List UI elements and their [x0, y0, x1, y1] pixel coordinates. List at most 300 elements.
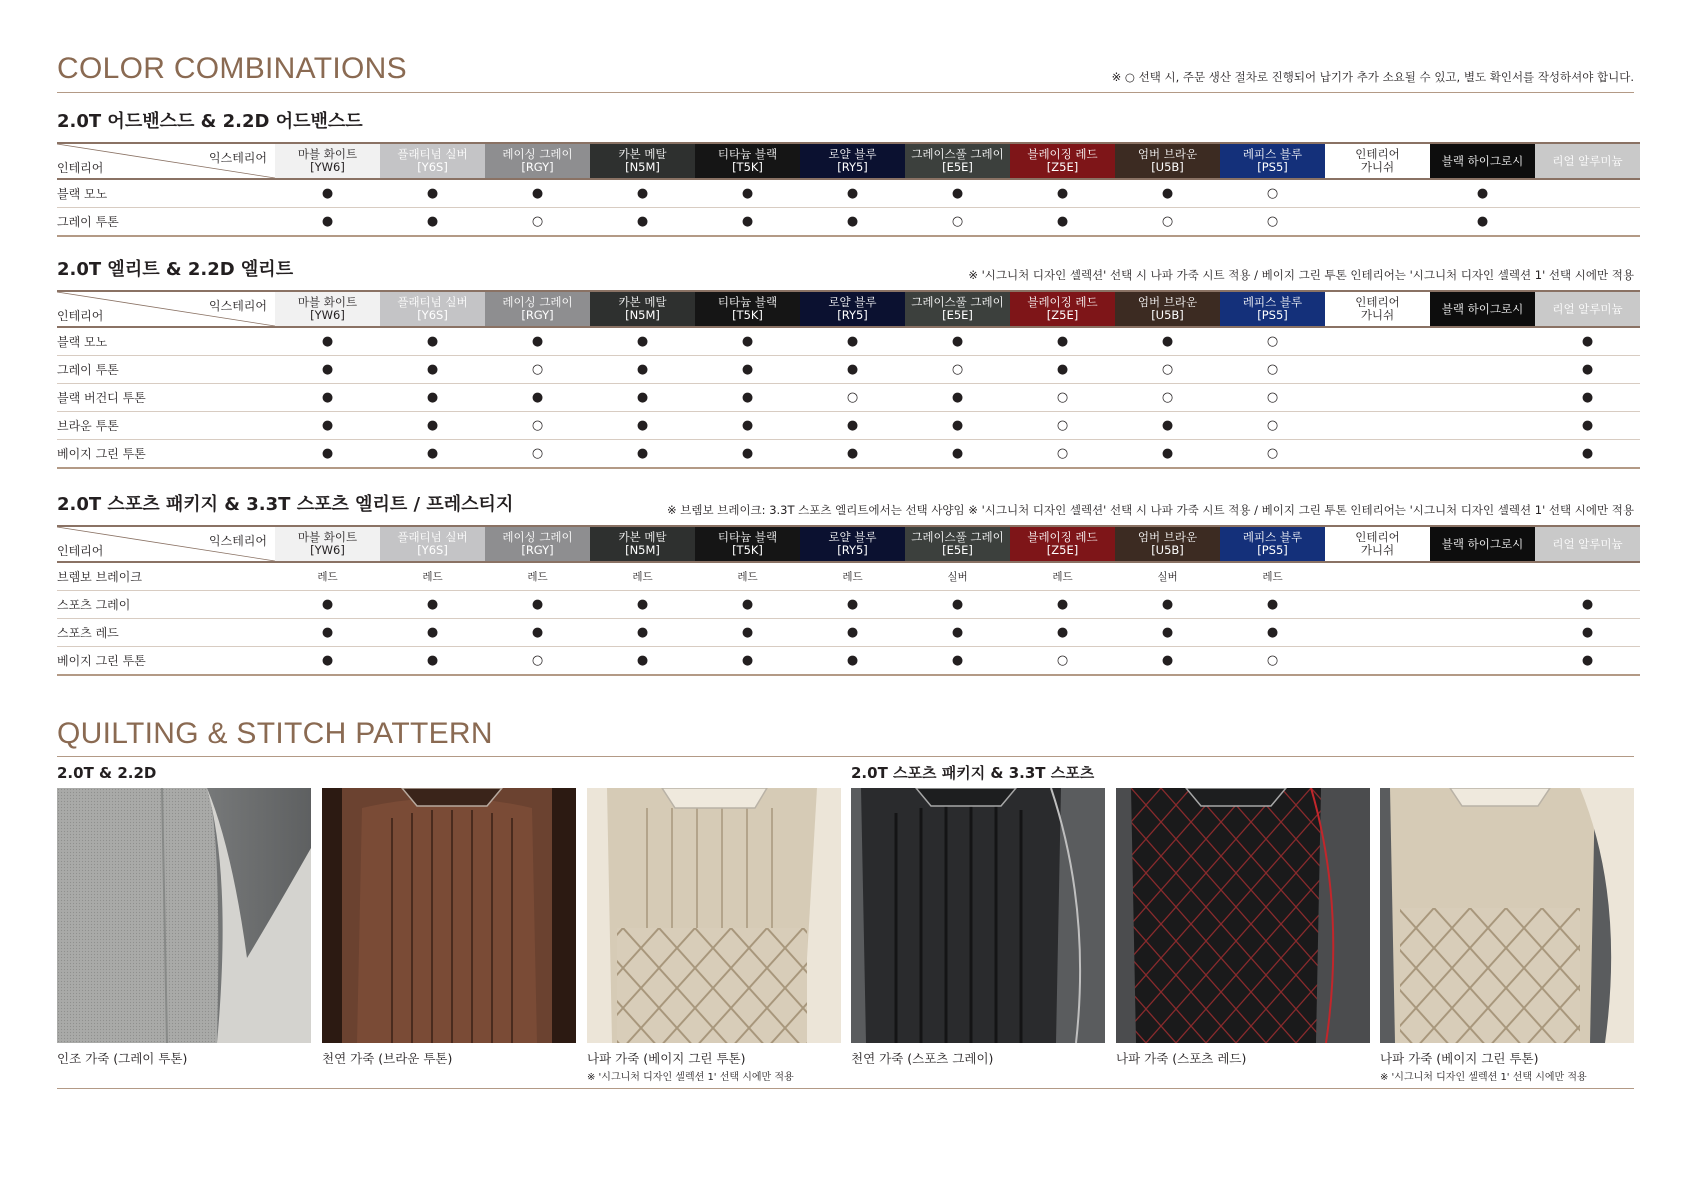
- color-code: [E5E]: [942, 308, 973, 322]
- table-row: [57, 208, 1640, 237]
- availability-cell: ●: [485, 327, 590, 356]
- availability-cell: [1325, 647, 1430, 676]
- availability-cell: ●: [695, 384, 800, 412]
- availability-cell: ○: [1010, 647, 1115, 676]
- availability-cell: 레드: [485, 562, 590, 591]
- color-code: [Y6S]: [417, 543, 448, 557]
- availability-cell: ○: [1220, 208, 1325, 237]
- availability-cell: [1535, 562, 1640, 591]
- availability-cell: ●: [800, 647, 905, 676]
- color-code: [Y6S]: [417, 308, 448, 322]
- availability-cell: ●: [695, 412, 800, 440]
- color-code: [Y6S]: [417, 160, 448, 174]
- color-code: [RY5]: [837, 543, 868, 557]
- table-row: [57, 356, 1640, 384]
- availability-cell: ○: [1220, 384, 1325, 412]
- table-row: [57, 412, 1640, 440]
- color-table-elite: [57, 290, 1640, 469]
- divider: [57, 1088, 1634, 1089]
- table-row: [57, 179, 1640, 208]
- availability-cell: 레드: [380, 562, 485, 591]
- availability-cell: ●: [380, 619, 485, 647]
- availability-cell: ●: [1535, 647, 1640, 676]
- divider: [57, 756, 1634, 757]
- color-swatch: [1325, 291, 1430, 327]
- availability-cell: ●: [485, 619, 590, 647]
- group-title-sport: 2.0T 스포츠 패키지 & 3.3T 스포츠: [851, 764, 1095, 782]
- availability-cell: [1325, 179, 1430, 208]
- availability-cell: ●: [695, 179, 800, 208]
- table-row: [57, 384, 1640, 412]
- color-code: [Z5E]: [1046, 543, 1079, 557]
- availability-cell: ●: [905, 591, 1010, 619]
- seat-caption: 인조 가죽 (그레이 투톤): [57, 1051, 188, 1066]
- availability-cell: ●: [1115, 619, 1220, 647]
- color-swatch: [905, 526, 1010, 562]
- availability-cell: ○: [485, 440, 590, 469]
- color-name: 로얄 블루: [828, 147, 877, 161]
- color-swatch: [1010, 143, 1115, 179]
- availability-cell: ●: [275, 179, 380, 208]
- group-title-standard: 2.0T & 2.2D: [57, 764, 157, 782]
- availability-cell: ●: [590, 356, 695, 384]
- interior-label: 브라운 투톤: [57, 412, 275, 440]
- color-name: 그레이스풀 그레이: [911, 530, 1004, 544]
- interior-label: 블랙 버건디 투톤: [57, 384, 275, 412]
- color-name: 엄버 브라운: [1137, 295, 1198, 309]
- availability-cell: ●: [590, 619, 695, 647]
- availability-cell: ●: [1010, 208, 1115, 237]
- interior-label: 인테리어: [57, 161, 104, 175]
- color-code: [RY5]: [837, 160, 868, 174]
- availability-cell: ●: [1115, 179, 1220, 208]
- availability-cell: [1535, 179, 1640, 208]
- table-row: [57, 591, 1640, 619]
- color-name: 블레이징 레드: [1027, 295, 1098, 309]
- availability-cell: [1325, 384, 1430, 412]
- availability-cell: ●: [275, 440, 380, 469]
- color-name: 로얄 블루: [828, 530, 877, 544]
- color-code: [U5B]: [1151, 543, 1184, 557]
- availability-cell: ●: [275, 412, 380, 440]
- color-code: 가니쉬: [1360, 543, 1395, 557]
- color-name: 레이싱 그레이: [502, 147, 573, 161]
- availability-cell: ●: [905, 384, 1010, 412]
- exterior-label: 익스테리어: [209, 151, 267, 165]
- color-name: 카본 메탈: [618, 147, 667, 161]
- interior-label: 인테리어: [57, 544, 104, 558]
- availability-cell: ●: [905, 647, 1010, 676]
- availability-cell: ●: [275, 208, 380, 237]
- availability-cell: ●: [1535, 384, 1640, 412]
- color-swatch: [380, 143, 485, 179]
- availability-cell: ●: [800, 440, 905, 469]
- color-name: 마블 화이트: [297, 295, 358, 309]
- color-name: 카본 메탈: [618, 295, 667, 309]
- color-name: 리얼 알루미늄: [1552, 536, 1623, 551]
- availability-cell: ○: [1115, 384, 1220, 412]
- color-code: [Z5E]: [1046, 160, 1079, 174]
- exterior-label: 익스테리어: [209, 299, 267, 313]
- color-code: [Z5E]: [1046, 308, 1079, 322]
- color-code: [YW6]: [310, 543, 345, 557]
- availability-cell: ○: [485, 356, 590, 384]
- availability-cell: ○: [1010, 440, 1115, 469]
- availability-cell: [1430, 591, 1535, 619]
- availability-cell: ●: [380, 591, 485, 619]
- interior-label: 그레이 투톤: [57, 356, 275, 384]
- availability-cell: ●: [275, 591, 380, 619]
- color-name: 레피스 블루: [1242, 147, 1303, 161]
- color-swatch: [695, 526, 800, 562]
- interior-label: 베이지 그린 투톤: [57, 440, 275, 469]
- availability-cell: ●: [800, 619, 905, 647]
- availability-cell: ●: [590, 647, 695, 676]
- availability-cell: ○: [1115, 356, 1220, 384]
- color-swatch: [1220, 526, 1325, 562]
- availability-cell: ●: [695, 356, 800, 384]
- color-code: [YW6]: [310, 160, 345, 174]
- availability-cell: ●: [380, 647, 485, 676]
- color-code: [RGY]: [521, 308, 554, 322]
- seat-image-nappa-beige: [587, 788, 841, 1043]
- availability-cell: ●: [590, 591, 695, 619]
- color-name: 티타늄 블랙: [717, 530, 778, 544]
- color-code: [RGY]: [521, 160, 554, 174]
- availability-cell: ●: [1010, 356, 1115, 384]
- availability-cell: ●: [905, 619, 1010, 647]
- availability-cell: ●: [1010, 327, 1115, 356]
- interior-label: 인테리어: [57, 309, 104, 323]
- color-code: [N5M]: [625, 543, 660, 557]
- availability-cell: [1325, 208, 1430, 237]
- availability-cell: ○: [1220, 412, 1325, 440]
- color-swatch: [275, 526, 380, 562]
- color-name: 로얄 블루: [828, 295, 877, 309]
- availability-cell: [1430, 412, 1535, 440]
- seat-caption-note: ※ '시그니처 디자인 셀렉션 1' 선택 시에만 적용: [587, 1072, 794, 1083]
- color-swatch: [1115, 143, 1220, 179]
- color-code: [RY5]: [837, 308, 868, 322]
- color-swatch: [905, 291, 1010, 327]
- color-name: 리얼 알루미늄: [1552, 153, 1623, 168]
- availability-cell: ●: [1535, 591, 1640, 619]
- availability-cell: ●: [905, 327, 1010, 356]
- availability-cell: ●: [1535, 619, 1640, 647]
- availability-cell: ●: [1010, 619, 1115, 647]
- availability-cell: ●: [380, 327, 485, 356]
- availability-cell: ●: [590, 179, 695, 208]
- availability-cell: ●: [275, 356, 380, 384]
- availability-cell: ●: [590, 327, 695, 356]
- availability-cell: 레드: [695, 562, 800, 591]
- color-swatch: [800, 291, 905, 327]
- availability-cell: ○: [485, 412, 590, 440]
- color-swatch: [905, 143, 1010, 179]
- color-name: 플래티넘 실버: [397, 530, 468, 544]
- order-note: ※ ○ 선택 시, 주문 생산 절차로 진행되어 납기가 추가 소요될 수 있고, 별도 확인서를 작성하셔야 합니다.: [1111, 70, 1634, 84]
- availability-cell: ●: [695, 208, 800, 237]
- color-name: 마블 화이트: [297, 530, 358, 544]
- color-table-sport: [57, 525, 1640, 676]
- availability-cell: ●: [380, 440, 485, 469]
- color-code: [PS5]: [1257, 308, 1288, 322]
- color-swatch: [275, 143, 380, 179]
- color-name: 그레이스풀 그레이: [911, 295, 1004, 309]
- color-name: 블레이징 레드: [1027, 147, 1098, 161]
- availability-cell: ●: [1535, 412, 1640, 440]
- availability-cell: ●: [380, 179, 485, 208]
- color-swatch: [1325, 143, 1430, 179]
- color-code: [E5E]: [942, 543, 973, 557]
- availability-cell: ●: [590, 412, 695, 440]
- color-swatch: [380, 291, 485, 327]
- color-swatch: [800, 526, 905, 562]
- section-title-quilting: QUILTING & STITCH PATTERN: [57, 717, 493, 750]
- availability-cell: ●: [275, 619, 380, 647]
- availability-cell: ●: [275, 327, 380, 356]
- color-swatch: [1010, 526, 1115, 562]
- availability-cell: ●: [380, 412, 485, 440]
- color-swatch: [590, 143, 695, 179]
- availability-cell: ●: [1430, 179, 1535, 208]
- section-title-color-combinations: COLOR COMBINATIONS: [57, 52, 407, 85]
- color-name: 플래티넘 실버: [397, 147, 468, 161]
- header-corner: [57, 291, 275, 327]
- availability-cell: ○: [485, 208, 590, 237]
- table-title: 2.0T 엘리트 & 2.2D 엘리트: [57, 259, 294, 280]
- availability-cell: [1325, 591, 1430, 619]
- interior-label: 브렘보 브레이크: [57, 562, 275, 591]
- availability-cell: ●: [1010, 179, 1115, 208]
- color-name: 플래티넘 실버: [397, 295, 468, 309]
- color-swatch: [800, 143, 905, 179]
- color-name: 엄버 브라운: [1137, 147, 1198, 161]
- color-code: [U5B]: [1151, 308, 1184, 322]
- availability-cell: ○: [1220, 179, 1325, 208]
- color-swatch: [1430, 526, 1535, 562]
- interior-label: 블랙 모노: [57, 179, 275, 208]
- availability-cell: ○: [905, 208, 1010, 237]
- header-corner: [57, 143, 275, 179]
- color-swatch: [485, 526, 590, 562]
- availability-cell: [1325, 327, 1430, 356]
- color-code: [U5B]: [1151, 160, 1184, 174]
- availability-cell: 레드: [1010, 562, 1115, 591]
- availability-cell: ●: [485, 179, 590, 208]
- color-table-advanced: [57, 142, 1640, 237]
- interior-label: 그레이 투톤: [57, 208, 275, 237]
- availability-cell: ●: [1535, 440, 1640, 469]
- availability-cell: ○: [1220, 440, 1325, 469]
- color-code: 가니쉬: [1360, 160, 1395, 174]
- table-row: [57, 619, 1640, 647]
- color-name: 카본 메탈: [618, 530, 667, 544]
- color-swatch: [590, 291, 695, 327]
- table-row: [57, 440, 1640, 469]
- availability-cell: [1430, 440, 1535, 469]
- availability-cell: [1325, 619, 1430, 647]
- color-code: [N5M]: [625, 160, 660, 174]
- availability-cell: [1535, 208, 1640, 237]
- availability-cell: ●: [695, 327, 800, 356]
- availability-cell: ●: [800, 208, 905, 237]
- availability-cell: [1430, 384, 1535, 412]
- seat-caption: 나파 가죽 (베이지 그린 투톤): [587, 1051, 746, 1066]
- availability-cell: ●: [1010, 591, 1115, 619]
- seat-image-leather-brown: [322, 788, 576, 1043]
- availability-cell: ●: [1220, 619, 1325, 647]
- color-code: [T5K]: [732, 308, 763, 322]
- availability-cell: ●: [590, 384, 695, 412]
- table-note: ※ 브렘보 브레이크: 3.3T 스포츠 엘리트에서는 선택 사양임 ※ '시그니처 디자인 셀렉션' 선택 시 나파 가죽 시트 적용 / 베이지 그린 투톤 인테리어는 '시그니처 디자인 셀렉션 1' 선택 시에만 적용: [666, 503, 1634, 517]
- availability-cell: ●: [275, 384, 380, 412]
- color-name: 인테리어: [1355, 147, 1400, 161]
- availability-cell: ○: [905, 356, 1010, 384]
- seat-image-leather-sport-gray: [851, 788, 1105, 1043]
- availability-cell: ●: [1535, 327, 1640, 356]
- availability-cell: ○: [1220, 356, 1325, 384]
- table-title: 2.0T 어드밴스드 & 2.2D 어드밴스드: [57, 111, 363, 132]
- availability-cell: ○: [1220, 327, 1325, 356]
- availability-cell: ●: [380, 384, 485, 412]
- color-code: [N5M]: [625, 308, 660, 322]
- availability-cell: ●: [800, 179, 905, 208]
- color-code: [PS5]: [1257, 543, 1288, 557]
- color-code: [YW6]: [310, 308, 345, 322]
- color-name: 티타늄 블랙: [717, 295, 778, 309]
- availability-cell: ●: [905, 412, 1010, 440]
- table-row: [57, 327, 1640, 356]
- color-swatch: [1115, 291, 1220, 327]
- seat-image-nappa-sport-red: [1116, 788, 1370, 1043]
- seat-caption: 나파 가죽 (베이지 그린 투톤): [1380, 1051, 1539, 1066]
- color-swatch: [1430, 143, 1535, 179]
- color-name: 레이싱 그레이: [502, 530, 573, 544]
- color-code: [T5K]: [732, 160, 763, 174]
- color-swatch: [1325, 526, 1430, 562]
- color-name: 블레이징 레드: [1027, 530, 1098, 544]
- interior-label: 스포츠 레드: [57, 619, 275, 647]
- availability-cell: ●: [695, 647, 800, 676]
- availability-cell: ○: [1010, 412, 1115, 440]
- color-code: [T5K]: [732, 543, 763, 557]
- color-name: 블랙 하이그로시: [1441, 536, 1524, 551]
- seat-image-synthetic-gray: [57, 788, 311, 1043]
- color-name: 그레이스풀 그레이: [911, 147, 1004, 161]
- availability-cell: ●: [800, 327, 905, 356]
- color-swatch: [485, 143, 590, 179]
- color-swatch: [1115, 526, 1220, 562]
- color-name: 인테리어: [1355, 295, 1400, 309]
- availability-cell: ●: [695, 591, 800, 619]
- color-name: 티타늄 블랙: [717, 147, 778, 161]
- availability-cell: ●: [905, 440, 1010, 469]
- color-swatch: [275, 291, 380, 327]
- color-code: [RGY]: [521, 543, 554, 557]
- availability-cell: 실버: [905, 562, 1010, 591]
- availability-cell: [1325, 412, 1430, 440]
- availability-cell: ●: [1220, 591, 1325, 619]
- availability-cell: ●: [800, 412, 905, 440]
- color-name: 레이싱 그레이: [502, 295, 573, 309]
- seat-caption: 천연 가죽 (스포츠 그레이): [851, 1051, 994, 1066]
- availability-cell: ●: [1535, 356, 1640, 384]
- availability-cell: ●: [380, 208, 485, 237]
- availability-cell: ●: [485, 384, 590, 412]
- color-name: 블랙 하이그로시: [1441, 153, 1524, 168]
- availability-cell: [1430, 327, 1535, 356]
- color-swatch: [590, 526, 695, 562]
- availability-cell: 실버: [1115, 562, 1220, 591]
- availability-cell: [1430, 562, 1535, 591]
- table-note: ※ '시그니처 디자인 셀렉션' 선택 시 나파 가죽 시트 적용 / 베이지 그린 투톤 인테리어는 '시그니처 디자인 셀렉션 1' 선택 시에만 적용: [968, 268, 1634, 282]
- color-name: 마블 화이트: [297, 147, 358, 161]
- color-swatch: [1535, 143, 1640, 179]
- color-swatch: [695, 291, 800, 327]
- availability-cell: ●: [590, 208, 695, 237]
- availability-cell: ○: [485, 647, 590, 676]
- table-row: [57, 647, 1640, 676]
- availability-cell: ○: [1010, 384, 1115, 412]
- color-name: 인테리어: [1355, 530, 1400, 544]
- color-swatch: [1010, 291, 1115, 327]
- seat-caption-note: ※ '시그니처 디자인 셀렉션 1' 선택 시에만 적용: [1380, 1072, 1587, 1083]
- color-code: [PS5]: [1257, 160, 1288, 174]
- seat-image-nappa-beige-sport: [1380, 788, 1634, 1043]
- availability-cell: ○: [800, 384, 905, 412]
- availability-cell: ●: [1115, 327, 1220, 356]
- table-title: 2.0T 스포츠 패키지 & 3.3T 스포츠 엘리트 / 프레스티지: [57, 494, 514, 515]
- divider: [57, 92, 1634, 93]
- color-swatch: [380, 526, 485, 562]
- color-swatch: [1535, 291, 1640, 327]
- availability-cell: 레드: [800, 562, 905, 591]
- interior-label: 스포츠 그레이: [57, 591, 275, 619]
- availability-cell: ○: [1220, 647, 1325, 676]
- color-name: 엄버 브라운: [1137, 530, 1198, 544]
- availability-cell: [1430, 619, 1535, 647]
- availability-cell: [1325, 440, 1430, 469]
- interior-label: 블랙 모노: [57, 327, 275, 356]
- seat-caption: 나파 가죽 (스포츠 레드): [1116, 1051, 1247, 1066]
- color-name: 레피스 블루: [1242, 530, 1303, 544]
- color-swatch: [695, 143, 800, 179]
- availability-cell: ●: [800, 356, 905, 384]
- availability-cell: ●: [1115, 591, 1220, 619]
- availability-cell: [1430, 647, 1535, 676]
- availability-cell: ●: [380, 356, 485, 384]
- color-code: [E5E]: [942, 160, 973, 174]
- table-row: [57, 562, 1640, 591]
- availability-cell: 레드: [275, 562, 380, 591]
- color-swatch: [1430, 291, 1535, 327]
- color-swatch: [485, 291, 590, 327]
- availability-cell: ●: [695, 619, 800, 647]
- color-swatch: [1220, 143, 1325, 179]
- availability-cell: [1430, 356, 1535, 384]
- availability-cell: ●: [1115, 440, 1220, 469]
- availability-cell: ●: [1430, 208, 1535, 237]
- availability-cell: [1325, 562, 1430, 591]
- interior-label: 베이지 그린 투톤: [57, 647, 275, 676]
- availability-cell: ●: [695, 440, 800, 469]
- availability-cell: ●: [800, 591, 905, 619]
- availability-cell: ●: [905, 179, 1010, 208]
- header-corner: [57, 526, 275, 562]
- availability-cell: ○: [1115, 208, 1220, 237]
- availability-cell: 레드: [590, 562, 695, 591]
